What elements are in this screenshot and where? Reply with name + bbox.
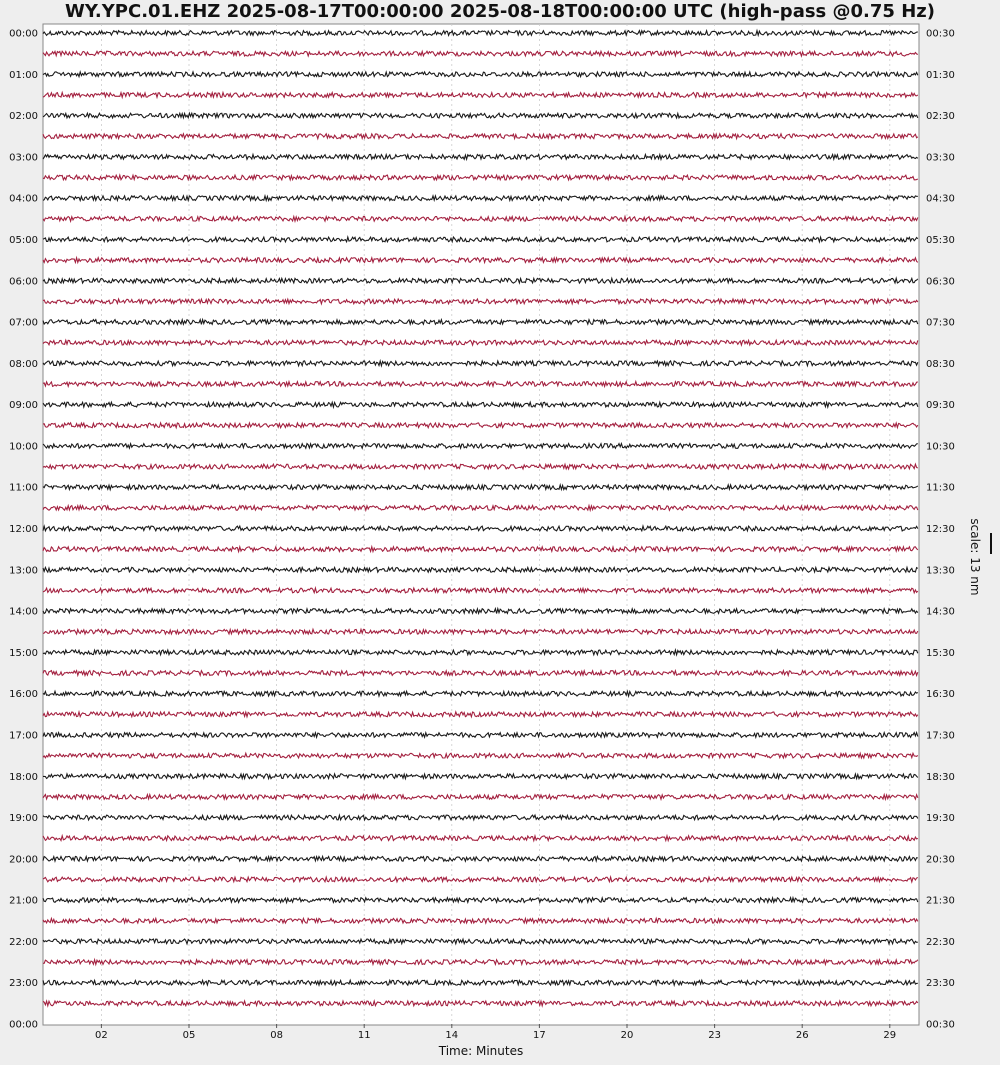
left-time-label: 11:00 xyxy=(9,482,38,494)
left-time-label: 18:00 xyxy=(9,771,38,783)
plot-area xyxy=(43,24,919,1025)
left-time-label: 19:00 xyxy=(9,813,38,825)
scale-bar xyxy=(990,533,992,554)
x-tick-label: 29 xyxy=(883,1030,897,1041)
left-time-label: 16:00 xyxy=(9,689,38,701)
right-time-label: 21:30 xyxy=(926,895,955,907)
left-time-label: 14:00 xyxy=(9,606,38,618)
x-tick-labels xyxy=(95,1024,896,1041)
right-time-label: 06:30 xyxy=(926,276,955,288)
right-time-label: 00:30 xyxy=(926,28,955,40)
left-time-label: 00:00 xyxy=(9,1019,38,1031)
left-time-label: 20:00 xyxy=(9,854,38,866)
left-time-label: 04:00 xyxy=(9,193,38,205)
right-time-label: 12:30 xyxy=(926,524,955,535)
left-time-label: 07:00 xyxy=(9,317,38,329)
right-time-label: 15:30 xyxy=(926,647,955,659)
right-time-labels xyxy=(926,29,955,1031)
left-time-label: 22:00 xyxy=(9,936,38,948)
right-time-label: 14:30 xyxy=(926,606,955,618)
left-time-label: 13:00 xyxy=(9,565,38,577)
left-time-label: 09:00 xyxy=(9,400,38,412)
right-time-label: 05:30 xyxy=(926,234,955,246)
right-time-label: 08:30 xyxy=(926,358,955,370)
left-time-label: 00:00 xyxy=(9,28,38,40)
x-tick-label: 05 xyxy=(182,1030,196,1041)
right-time-label: 20:30 xyxy=(926,854,955,866)
x-tick-label: 26 xyxy=(795,1030,809,1041)
left-time-label: 01:00 xyxy=(9,69,38,81)
right-time-label: 02:30 xyxy=(926,111,955,123)
right-time-label: 22:30 xyxy=(926,936,955,948)
right-time-label: 04:30 xyxy=(926,193,955,205)
right-time-label: 07:30 xyxy=(926,317,955,329)
x-tick-label: 23 xyxy=(708,1030,721,1041)
scale-label: scale: 13 nm xyxy=(968,518,982,596)
x-tick-label: 02 xyxy=(95,1030,108,1041)
x-tick-label: 17 xyxy=(533,1030,546,1041)
left-time-label: 06:00 xyxy=(9,276,38,288)
right-time-label: 13:30 xyxy=(926,565,955,577)
left-time-label: 03:00 xyxy=(9,152,38,164)
right-time-label: 10:30 xyxy=(926,441,955,453)
left-time-label: 12:00 xyxy=(9,524,38,535)
x-axis-label: Time: Minutes xyxy=(438,1044,524,1058)
x-tick-label: 08 xyxy=(270,1030,283,1041)
right-time-label: 00:30 xyxy=(926,1019,955,1031)
right-time-label: 18:30 xyxy=(926,771,955,783)
right-time-label: 11:30 xyxy=(926,482,955,494)
x-tick-label: 20 xyxy=(620,1030,634,1041)
right-time-label: 01:30 xyxy=(926,69,955,81)
x-tick-label: 11 xyxy=(357,1030,371,1041)
left-time-label: 15:00 xyxy=(9,647,38,659)
right-time-label: 09:30 xyxy=(926,400,955,412)
right-time-label: 19:30 xyxy=(926,813,955,825)
left-time-label: 10:00 xyxy=(9,441,38,453)
left-time-label: 21:00 xyxy=(9,895,38,907)
left-time-label: 23:00 xyxy=(9,978,38,990)
left-time-label: 05:00 xyxy=(9,234,38,246)
right-time-label: 23:30 xyxy=(926,978,955,990)
x-tick-label: 14 xyxy=(445,1030,459,1041)
left-time-label: 17:00 xyxy=(9,730,38,742)
right-time-label: 16:30 xyxy=(926,689,955,701)
right-time-label: 17:30 xyxy=(926,730,955,742)
left-time-label: 08:00 xyxy=(9,358,38,370)
right-time-label: 03:30 xyxy=(926,152,955,164)
left-time-labels xyxy=(9,29,38,1031)
left-time-label: 02:00 xyxy=(9,111,38,123)
chart-title: WY.YPC.01.EHZ 2025-08-17T00:00:00 2025-08-18T00:00:00 UTC (high-pass @0.75 Hz) xyxy=(65,1,935,22)
